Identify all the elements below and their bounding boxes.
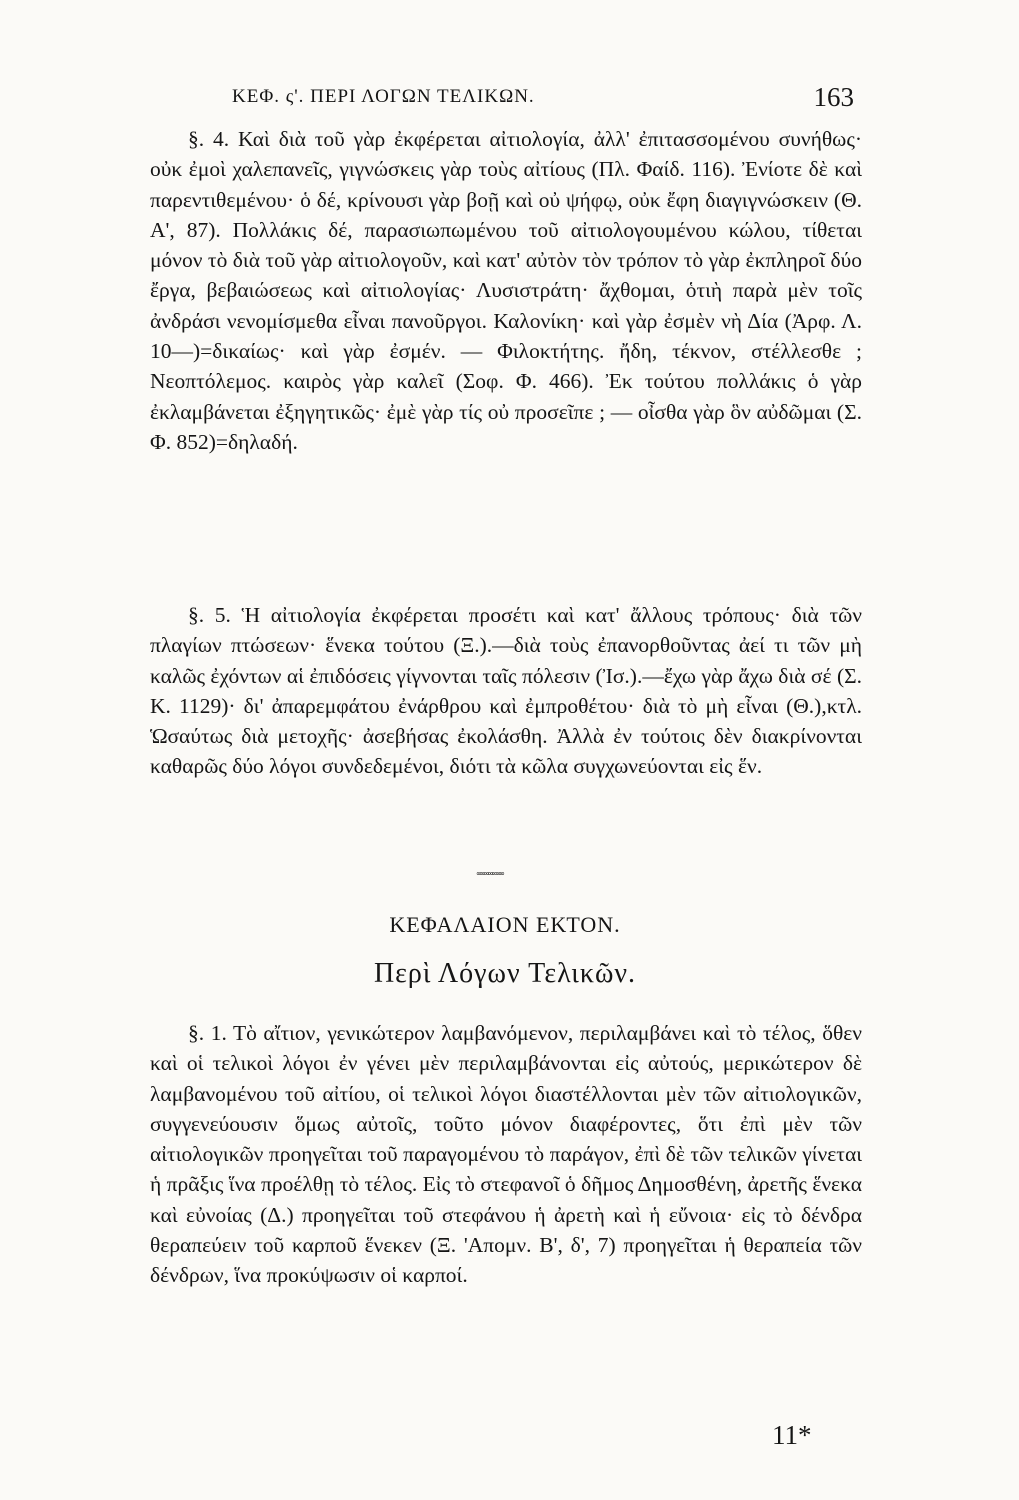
ornament-divider: ∞∞∞∞∞∞∞ — [476, 870, 504, 878]
section-1-text: §. 1. Τὸ αἴτιον, γενικώτερον λαμβανόμενον, περιλαμβάνει καὶ τὸ τέλος, ὅθεν καὶ οἱ τελικοὶ λόγοι ἐν γένει μὲν περιλαμβάνονται εἰς αὐτούς, μερικώτερον δὲ λαμβανομένου τοῦ αἰτίου, οἱ τελικοὶ λόγοι διαστέλλονται μὲν τῶν αἰτιολογικῶν, συγγενεύουσιν ὅμως αὐτοῖς, τοῦτο μόνον διαφέροντες, ὅτι ἐπὶ μὲν τῶν αἰτιολογικῶν προηγεῖται τοῦ παραγομένου τὸ παράγον, ἐπὶ δὲ τῶν τελικῶν γίνεται ἡ πρᾶξις ἵνα προέλθῃ τὸ τέλος. Εἰς τὸ στεφανοῖ ὁ δῆμος Δημοσθένη, ἀρετῆς ἕνεκα καὶ εὐνοίας (Δ.) προηγεῖται τοῦ στεφάνου ἡ ἀρετὴ καὶ ἡ εὔνοια· εἰς τὸ δένδρα θεραπεύειν τοῦ καρποῦ ἕνεκεν (Ξ. 'Απομν. Β', δ', 7) προηγεῖται ἡ θεραπεία τῶν δένδρων, ἵνα προκύψωσιν οἱ καρποί. — [150, 1021, 862, 1288]
section-4 — [150, 124, 862, 457]
chapter-title: ΚΕΦΑΛΑΙΟΝ ΕΚΤΟΝ. — [389, 912, 621, 937]
page-header — [150, 80, 860, 120]
section-5-text: §. 5. Ἡ αἰτιολογία ἐκφέρεται προσέτι καὶ κατ' ἄλλους τρόπους· διὰ τῶν πλαγίων πτώσεων· ἕνεκα τούτου (Ξ.).—διὰ τοὺς ἐπανορθοῦντας ἀεί τι τῶν μὴ καλῶς ἐχόντων αἱ ἐπιδόσεις γίγνονται ταῖς πόλεσιν (Ἰσ.).—ἔχω γὰρ ἄχω διὰ σέ (Σ. Κ. 1129)· δι' ἀπαρεμφάτου ἐνάρθρου καὶ ἐμπροθέτου· διὰ τὸ μὴ εἶναι (Θ.),κτλ. Ὡσαύτως διὰ μετοχῆς· ἀσεβήσας ἐκολάσθη. Ἀλλὰ ἐν τούτοις δὲν διακρίνονται καθαρῶς δύο λόγοι συνδεδεμένοι, διότι τὰ κῶλα συγχωνεύονται εἰς ἕν. — [150, 603, 862, 779]
chapter-subtitle: Περὶ Λόγων Τελικῶν. — [373, 958, 637, 989]
page-number: 163 — [813, 82, 854, 112]
signature-mark: 11* — [772, 1420, 812, 1450]
section-4-text: §. 4. Καὶ διὰ τοῦ γὰρ ἐκφέρεται αἰτιολογία, ἀλλ' ἐπιτασσομένου συνήθως· οὐκ ἐμοὶ χαλεπανεῖς, γιγνώσκεις γὰρ τοὺς αἰτίους (Πλ. Φαίδ. 116). Ἐνίοτε δὲ καὶ παρεντιθεμένου· ὁ δέ, κρίνουσι γὰρ βοῇ καὶ οὐ ψήφῳ, οὐκ ἔφη διαγιγνώσκειν (Θ. Α', 87). Πολλάκις δέ, παρασιωπωμένου τοῦ αἰτιολογουμένου κώλου, τίθεται μόνον τὸ διὰ τοῦ γὰρ αἰτιολογοῦν, καὶ κατ' αὐτὸν τὸν τρόπον τὸ γὰρ ἐκπληροῖ δύο ἔργα, βεβαιώσεως καὶ αἰτιολογίας· Λυσιστράτη· ἄχθομαι, ὁτιὴ παρὰ μὲν τοῖς ἀνδράσι νενομίσμεθα εἶναι πανοῦργοι. Καλονίκη· καὶ γὰρ ἐσμὲν νὴ Δία (Ἀρφ. Λ. 10—)=δικαίως· καὶ γὰρ ἐσμέν. — Φιλοκτήτης. ἤδη, τέκνον, στέλλεσθε ; Νεοπτόλεμος. καιρὸς γὰρ καλεῖ (Σοφ. Φ. 466). Ἐκ τούτου πολλάκις ὁ γὰρ ἐκλαμβάνεται ἐξηγητικῶς· ἐμὲ γὰρ τίς οὐ προσεῖπε ; — οἶσθα γὰρ ὃν αὐδῶμαι (Σ. Φ. 852)=δηλαδή. — [150, 127, 862, 454]
running-head: ΚΕΦ. ς'. ΠΕΡΙ ΛΟΓΩΝ ΤΕΛΙΚΩΝ. — [232, 86, 535, 107]
section-5 — [150, 600, 862, 782]
section-1 — [150, 1018, 862, 1291]
